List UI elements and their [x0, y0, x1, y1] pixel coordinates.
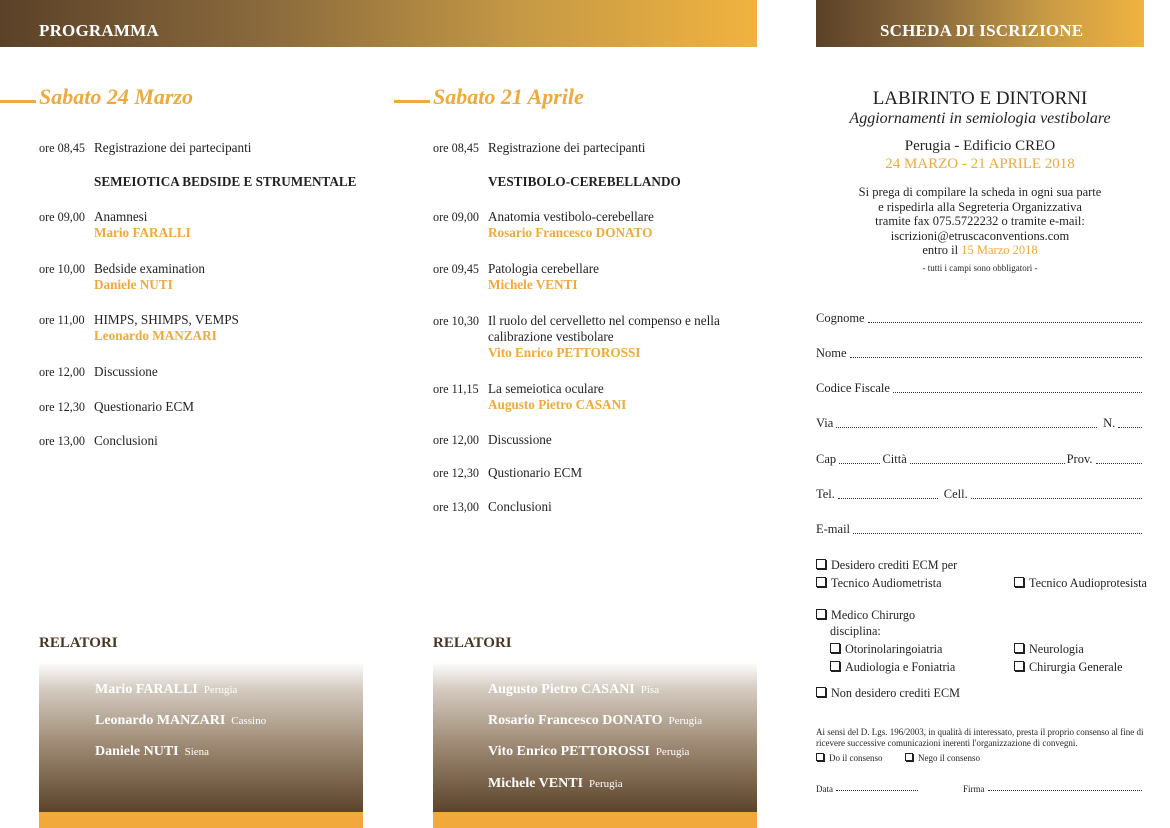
- audiologia-checkbox[interactable]: Audiologia e Foniatria: [830, 660, 955, 675]
- required-note: - tutti i campi sono obbligatori -: [922, 263, 1038, 273]
- speaker-name: Michele VENTI: [488, 277, 578, 292]
- speaker-name: Leonardo MANZARI: [94, 328, 217, 343]
- speaker-name: Rosario Francesco DONATO: [488, 225, 653, 240]
- ecm-desidero-checkbox[interactable]: Desidero crediti ECM per: [816, 558, 957, 573]
- tecnico-audioprotesista-checkbox[interactable]: Tecnico Audioprotesista: [1014, 576, 1147, 591]
- programma-header: PROGRAMMA: [39, 21, 159, 40]
- relatore: Leonardo MANZARI Cassino: [95, 713, 267, 728]
- speaker-name: Daniele NUTI: [94, 277, 173, 292]
- relatori-title-day1: RELATORI: [39, 635, 118, 651]
- relatore: Michele VENTI Perugia: [488, 776, 623, 791]
- section-title: SEMEIOTICA BEDSIDE E STRUMENTALE: [94, 174, 357, 189]
- section-title: VESTIBOLO-CEREBELLANDO: [488, 174, 681, 189]
- event-title: LABIRINTO E DINTORNI: [872, 88, 1088, 109]
- relatore: Vito Enrico PETTOROSSI Perugia: [488, 744, 690, 759]
- relatori-title-day2: RELATORI: [433, 635, 512, 651]
- instructions: Si prega di compilare la scheda in ogni sua parte e rispedirla alla Segreteria Organizzativa tramite fax 075.5722232 o tramite e-mail: iscrizioni@etruscaconventions.com entro il 15 Marzo 2018: [858, 185, 1102, 257]
- privacy-text: Ai sensi del D. Lgs. 196/2003, in qualità di interessato, presta il proprio consenso al fine di ricevere successive comunicazioni inerenti l'organizzazione di convegni.: [816, 727, 1144, 748]
- email-field[interactable]: E-mail: [816, 519, 1144, 537]
- nome-field[interactable]: Nome: [816, 343, 1144, 361]
- day2-title: Sabato 21 Aprile: [433, 84, 584, 109]
- speaker-name: Mario FARALLI: [94, 225, 191, 240]
- day1-title: Sabato 24 Marzo: [39, 84, 194, 109]
- relatore: Mario FARALLI Perugia: [95, 682, 238, 697]
- speaker-name: Augusto Pietro CASANI: [488, 397, 627, 412]
- via-field[interactable]: Via N.: [816, 413, 1144, 431]
- codice-fiscale-field[interactable]: Codice Fiscale: [816, 378, 1144, 396]
- relatore: Daniele NUTI Siena: [95, 744, 210, 759]
- event-dates: 24 MARZO - 21 APRILE 2018: [885, 156, 1075, 172]
- address-field[interactable]: Cap Città Prov.: [816, 449, 1144, 467]
- disciplina-label: disciplina:: [830, 624, 881, 638]
- cognome-field[interactable]: Cognome: [816, 308, 1144, 326]
- speaker-name: Vito Enrico PETTOROSSI: [488, 345, 641, 360]
- day1-accent-line: [0, 100, 36, 103]
- relatori-footer-bar-day1: [39, 812, 363, 828]
- firma-field[interactable]: Firma: [963, 776, 1144, 794]
- data-field[interactable]: Data: [816, 776, 920, 794]
- event-venue: Perugia - Edificio CREO: [904, 138, 1056, 154]
- non-desidero-checkbox[interactable]: Non desidero crediti ECM: [816, 686, 960, 701]
- do-consenso-checkbox[interactable]: Do il consenso: [816, 753, 883, 763]
- otorino-checkbox[interactable]: Otorinolaringoiatria: [830, 642, 942, 657]
- event-subtitle: Aggiornamenti in semiologia vestibolare: [849, 110, 1111, 127]
- scheda-header: SCHEDA DI ISCRIZIONE: [880, 21, 1084, 40]
- neurologia-checkbox[interactable]: Neurologia: [1014, 642, 1084, 657]
- day2-accent-line: [394, 100, 430, 103]
- relatori-footer-bar-day2: [433, 812, 757, 828]
- deadline-date: 15 Marzo 2018: [961, 243, 1038, 257]
- tecnico-audiometrista-checkbox[interactable]: Tecnico Audiometrista: [816, 576, 942, 591]
- medico-chirurgo-checkbox[interactable]: Medico Chirurgo: [816, 608, 915, 623]
- relatore: Rosario Francesco DONATO Perugia: [488, 713, 703, 728]
- phone-field[interactable]: Tel. Cell.: [816, 484, 1144, 502]
- relatore: Augusto Pietro CASANI Pisa: [488, 682, 660, 697]
- nego-consenso-checkbox[interactable]: Nego il consenso: [905, 753, 980, 763]
- chirurgia-checkbox[interactable]: Chirurgia Generale: [1014, 660, 1123, 675]
